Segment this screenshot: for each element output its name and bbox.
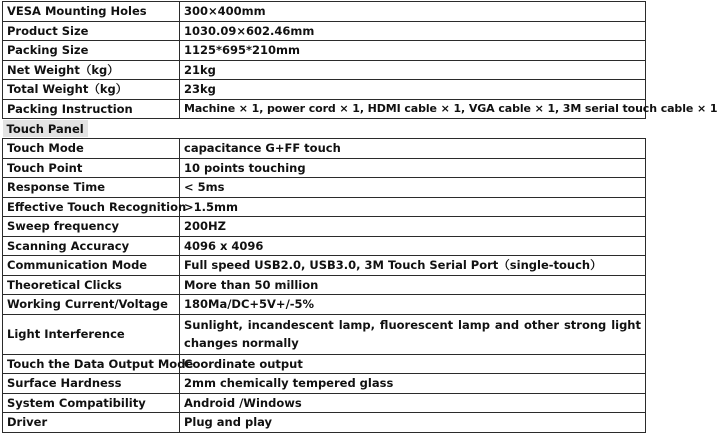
spec-row bbox=[3, 256, 646, 276]
spec-label: Working Current/Voltage bbox=[3, 295, 180, 315]
spec-row bbox=[3, 236, 646, 256]
spec-value: capacitance G+FF touch bbox=[180, 139, 646, 159]
spec-value: 4096 x 4096 bbox=[180, 236, 646, 256]
spec-value: < 5ms bbox=[180, 178, 646, 198]
spec-row bbox=[3, 2, 646, 22]
spec-value: 1125*695*210mm bbox=[180, 41, 646, 61]
spec-row bbox=[3, 197, 646, 217]
spec-value: 10 points touching bbox=[180, 158, 646, 178]
spec-label: Scanning Accuracy bbox=[3, 236, 180, 256]
spec-label: Net Weight（kg） bbox=[3, 60, 180, 80]
spec-table bbox=[2, 1, 717, 433]
spec-label: Effective Touch Recognition bbox=[3, 197, 180, 217]
spec-value: Android /Windows bbox=[180, 393, 646, 413]
spec-label: Surface Hardness bbox=[3, 374, 180, 394]
spec-label: Touch Mode bbox=[3, 139, 180, 159]
spec-row bbox=[3, 60, 646, 80]
spec-row bbox=[3, 217, 646, 237]
spec-value: 1030.09×602.46mm bbox=[180, 21, 646, 41]
spec-row bbox=[3, 295, 646, 315]
section-title: Touch Panel bbox=[3, 120, 88, 137]
spec-label: System Compatibility bbox=[3, 393, 180, 413]
spec-row bbox=[3, 99, 646, 119]
spec-row bbox=[3, 80, 646, 100]
spec-label: Light Interference bbox=[3, 314, 180, 354]
spec-value: >1.5mm bbox=[180, 197, 646, 217]
spec-value: 180Ma/DC+5V+/-5% bbox=[180, 295, 646, 315]
spec-row bbox=[3, 393, 646, 413]
spec-row bbox=[3, 374, 646, 394]
spec-value: Machine × 1, power cord × 1, HDMI cable × 1, VGA cable × 1, 3M serial touch cable × 1 bbox=[180, 99, 646, 119]
spec-row bbox=[3, 41, 646, 61]
spec-row bbox=[3, 158, 646, 178]
spec-row bbox=[3, 21, 646, 41]
spec-value: 23kg bbox=[180, 80, 646, 100]
spec-label: Driver bbox=[3, 413, 180, 433]
spec-label: Response Time bbox=[3, 178, 180, 198]
spec-row bbox=[3, 178, 646, 198]
spec-value: 300×400mm bbox=[180, 2, 646, 22]
spec-value: 200HZ bbox=[180, 217, 646, 237]
section-header-row bbox=[3, 119, 646, 139]
section-header-cell bbox=[3, 119, 646, 139]
spec-label: Sweep frequency bbox=[3, 217, 180, 237]
spec-row bbox=[3, 354, 646, 374]
spec-value: Plug and play bbox=[180, 413, 646, 433]
spec-row bbox=[3, 275, 646, 295]
spec-label: Communication Mode bbox=[3, 256, 180, 276]
spec-label: Packing Instruction bbox=[3, 99, 180, 119]
spec-row bbox=[3, 314, 646, 354]
spec-label: Product Size bbox=[3, 21, 180, 41]
spec-value: Coordinate output bbox=[180, 354, 646, 374]
spec-value: 2mm chemically tempered glass bbox=[180, 374, 646, 394]
spec-value: Sunlight, incandescent lamp, fluorescent lamp and other strong light changes normally bbox=[180, 314, 646, 354]
spec-row bbox=[3, 139, 646, 159]
spec-label: Touch Point bbox=[3, 158, 180, 178]
spec-label: Theoretical Clicks bbox=[3, 275, 180, 295]
spec-label: Packing Size bbox=[3, 41, 180, 61]
spec-value: More than 50 million bbox=[180, 275, 646, 295]
spec-label: Touch the Data Output Mode bbox=[3, 354, 180, 374]
spec-row bbox=[3, 413, 646, 433]
spec-value: 21kg bbox=[180, 60, 646, 80]
spec-value: Full speed USB2.0, USB3.0, 3M Touch Serial Port（single-touch） bbox=[180, 256, 646, 276]
spec-label: VESA Mounting Holes bbox=[3, 2, 180, 22]
spec-label: Total Weight（kg） bbox=[3, 80, 180, 100]
